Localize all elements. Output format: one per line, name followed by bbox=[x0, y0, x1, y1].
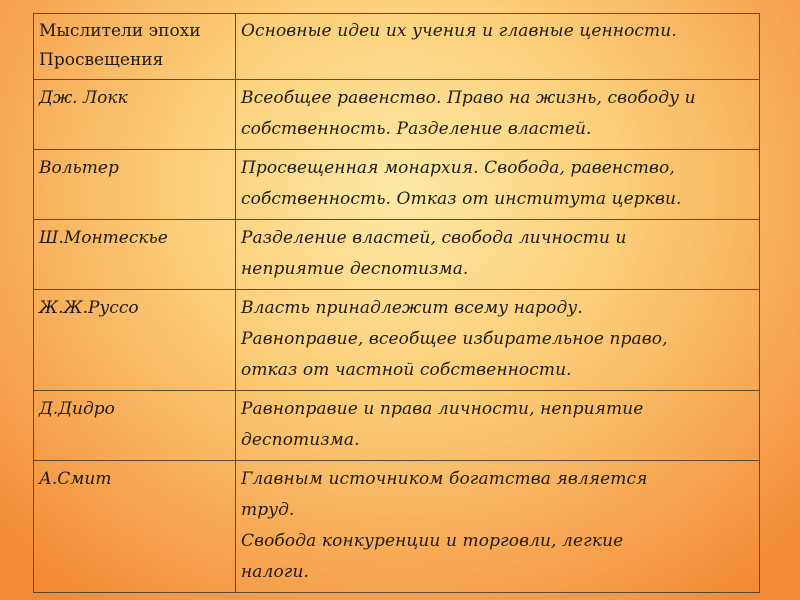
thinker-name: Ж.Ж.Руссо bbox=[39, 298, 139, 318]
idea-line: деспотизма. bbox=[241, 430, 360, 450]
header-thinkers-line-2: Просвещения bbox=[39, 50, 164, 70]
idea-line: собственность. Отказ от института церкви. bbox=[241, 189, 682, 209]
table-row bbox=[34, 290, 760, 391]
ideas-cell bbox=[236, 461, 760, 593]
thinkers-table bbox=[33, 13, 760, 593]
idea-line: неприятие деспотизма. bbox=[241, 259, 469, 279]
ideas-cell bbox=[236, 220, 760, 290]
table-row bbox=[34, 80, 760, 150]
idea-line: Свобода конкуренции и торговли, легкие bbox=[241, 531, 624, 551]
header-ideas-cell bbox=[236, 14, 760, 80]
table-row bbox=[34, 461, 760, 593]
idea-line: отказ от частной собственности. bbox=[241, 360, 572, 380]
idea-line: Главным источником богатства является bbox=[241, 469, 648, 489]
thinker-name-cell bbox=[34, 220, 236, 290]
header-thinkers-line-1: Мыслители эпохи bbox=[39, 21, 201, 41]
idea-line: Просвещенная монархия. Свобода, равенство, bbox=[241, 158, 675, 178]
ideas-cell bbox=[236, 391, 760, 461]
thinker-name-cell bbox=[34, 290, 236, 391]
thinker-name-cell bbox=[34, 461, 236, 593]
thinker-name-cell bbox=[34, 80, 236, 150]
header-ideas-text: Основные идеи их учения и главные ценности. bbox=[241, 21, 677, 41]
ideas-cell bbox=[236, 80, 760, 150]
idea-line: Власть принадлежит всему народу. bbox=[241, 298, 583, 318]
header-row bbox=[34, 14, 760, 80]
enlightenment-table bbox=[33, 13, 760, 593]
ideas-cell bbox=[236, 150, 760, 220]
thinker-name: Ш.Монтескье bbox=[39, 228, 168, 248]
ideas-cell bbox=[236, 290, 760, 391]
thinker-name: А.Смит bbox=[39, 469, 112, 489]
idea-line: Всеобщее равенство. Право на жизнь, свободу и bbox=[241, 88, 696, 108]
table-row bbox=[34, 150, 760, 220]
table-row bbox=[34, 220, 760, 290]
idea-line: собственность. Разделение властей. bbox=[241, 119, 592, 139]
idea-line: налоги. bbox=[241, 562, 310, 582]
idea-line: труд. bbox=[241, 500, 295, 520]
thinker-name-cell bbox=[34, 391, 236, 461]
thinker-name: Вольтер bbox=[39, 158, 119, 178]
table-row bbox=[34, 391, 760, 461]
idea-line: Равноправие и права личности, неприятие bbox=[241, 399, 644, 419]
header-thinkers-cell bbox=[34, 14, 236, 80]
thinker-name: Д.Дидро bbox=[39, 399, 115, 419]
thinker-name: Дж. Локк bbox=[39, 88, 128, 108]
thinker-name-cell bbox=[34, 150, 236, 220]
idea-line: Равноправие, всеобщее избирательное право, bbox=[241, 329, 668, 349]
idea-line: Разделение властей, свобода личности и bbox=[241, 228, 627, 248]
